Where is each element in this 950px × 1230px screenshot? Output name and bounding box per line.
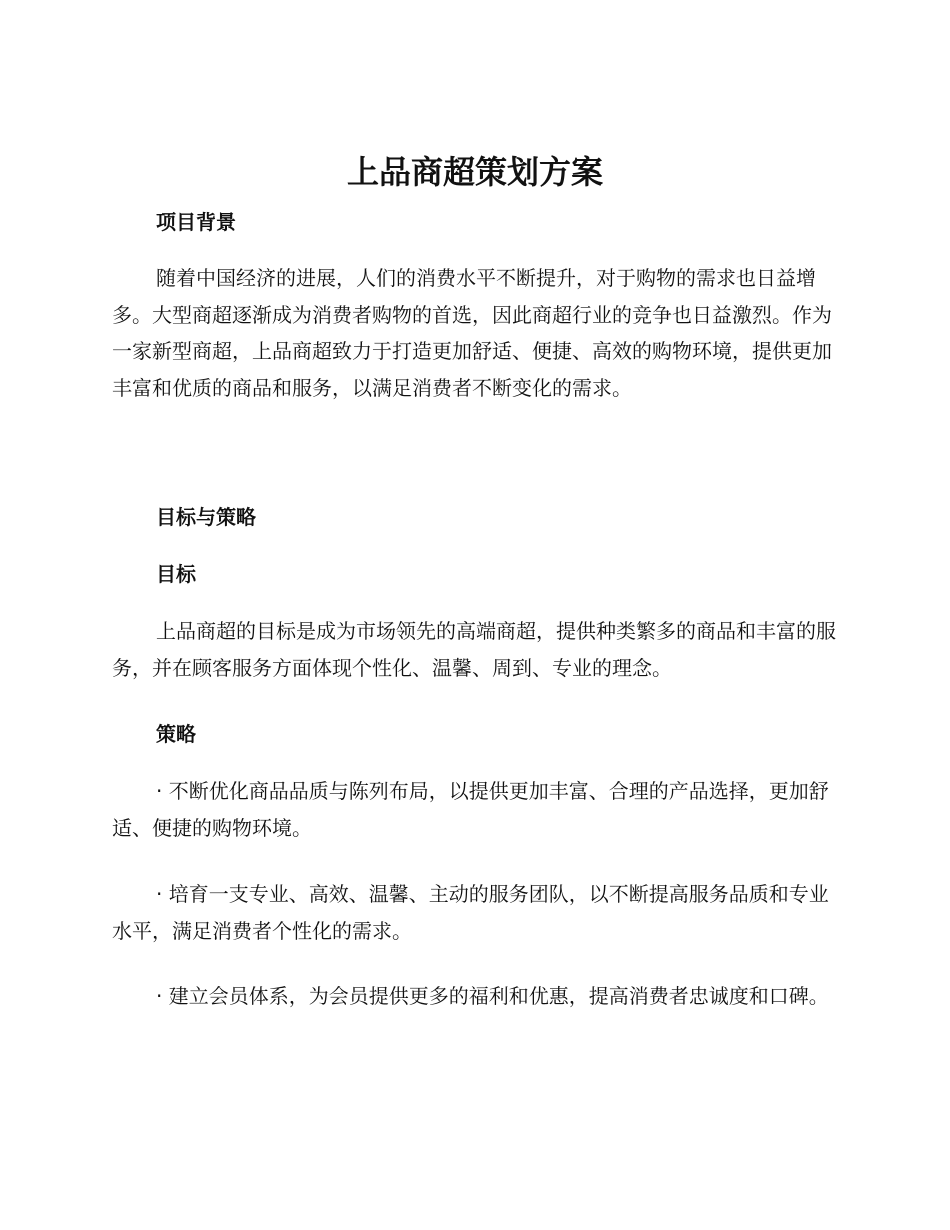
goal-paragraph: 上品商超的目标是成为市场领先的高端商超，提供种类繁多的商品和丰富的服务，并在顾客服务方面体现个性化、温馨、周到、专业的理念。 bbox=[112, 619, 836, 680]
strategy-bullet-3: · 建立会员体系，为会员提供更多的福利和优惠，提高消费者忠诚度和口碑。 bbox=[156, 984, 829, 1008]
section-heading-goals-strategy: 目标与策略 bbox=[156, 505, 256, 529]
section-heading-background: 项目背景 bbox=[156, 210, 236, 234]
background-paragraph: 随着中国经济的进展，人们的消费水平不断提升，对于购物的需求也日益增多。大型商超逐渐成为消费者购物的首选，因此商超行业的竞争也日益激烈。作为一家新型商超，上品商超致力于打造更加舒适、便捷、高效的购物环境，提供更加丰富和优质的商品和服务，以满足消费者不断变化的需求。 bbox=[112, 266, 832, 400]
strategy-bullet-1: · 不断优化商品品质与陈列布局，以提供更加丰富、合理的产品选择，更加舒适、便捷的购物环境。 bbox=[112, 779, 829, 840]
document-title: 上品商超策划方案 bbox=[346, 153, 603, 191]
strategy-bullet-2: · 培育一支专业、高效、温馨、主动的服务团队，以不断提高服务品质和专业水平，满足消费者个性化的需求。 bbox=[112, 882, 829, 943]
section-heading-goal: 目标 bbox=[156, 562, 196, 586]
section-heading-strategy: 策略 bbox=[156, 722, 196, 746]
